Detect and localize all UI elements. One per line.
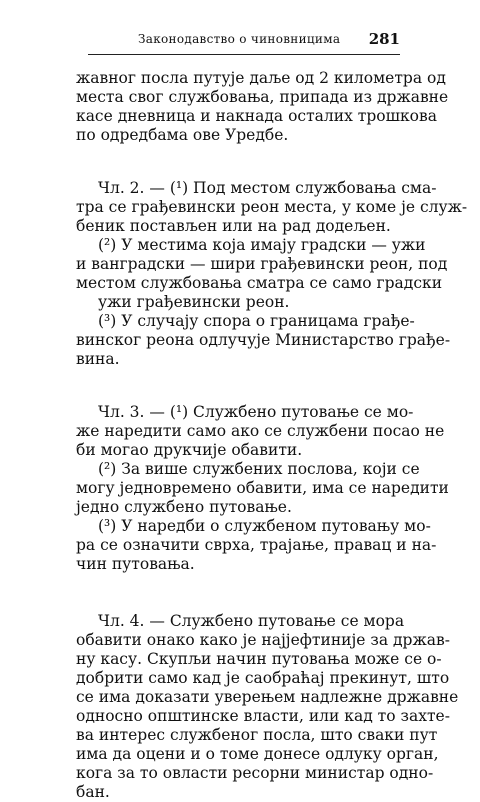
text-line: ва интерес службеног посла, што сваки пут	[76, 726, 438, 744]
paragraph-continuation	[76, 69, 449, 145]
page-content	[76, 69, 468, 802]
text-line: једно службено путовање.	[76, 498, 292, 516]
article-heading-line: Чл. 2. — (¹) Под местом службовања сма-	[98, 179, 437, 197]
text-line: же наредити само ако се службени посао не	[76, 422, 445, 440]
text-line: (²) У местима која имају градски — ужи	[98, 236, 426, 254]
running-header	[88, 30, 400, 55]
article-heading-line: Чл. 3. — (¹) Службено путовање се мо-	[98, 403, 414, 421]
text-line: односно општинске власти, или кад то захте-	[76, 707, 450, 725]
article-4	[76, 612, 459, 802]
text-line: ужи грађевински реон.	[98, 293, 290, 311]
text-line: кога за то овласти ресорни министар одно-	[76, 764, 434, 782]
page-number: 281	[368, 30, 400, 48]
text-line: и вангpадски — шири грађевински реон, под	[76, 255, 448, 273]
text-line: вина.	[76, 350, 120, 368]
text-line: се има доказати уверењем надлежне државне	[76, 688, 459, 706]
text-line: ну касу. Скупљи начин путовања може се о-	[76, 650, 442, 668]
text-line: по одредбама ове Уредбе.	[76, 126, 289, 144]
text-line: касе дневница и накнада осталих трошкова	[76, 107, 437, 125]
text-line: местом службовања сматра се само градски	[76, 274, 443, 292]
text-line: винског реона одлучује Министарство грађе-	[76, 331, 451, 349]
text-line: места свог службовања, припада из државне	[76, 88, 449, 106]
text-line: би могао друкчије обавити.	[76, 441, 303, 459]
text-line: тра се грађевински реон места, у коме је служ-	[76, 198, 468, 216]
text-line: ра се означити сврха, трајање, правац и на-	[76, 536, 437, 554]
text-line: (³) У случају спора о границама грађе-	[98, 312, 415, 330]
text-line: чин путовања.	[76, 555, 195, 573]
text-line: беник постављен или на рад додељен.	[76, 217, 391, 235]
text-line: (²) За више службених послова, који се	[98, 460, 420, 478]
text-line: добрити само кад је саобраћај прекинут, што	[76, 669, 450, 687]
text-line: има да оцени и о томе донесе одлуку орган,	[76, 745, 439, 763]
text-line: жавног посла путује даље од 2 километра од	[76, 69, 446, 87]
text-line: (³) У наредби о службеном путовању мо-	[98, 517, 431, 535]
article-2	[76, 179, 468, 369]
text-line: обавити онако како је најјефтиније за држав-	[76, 631, 450, 649]
running-title: Законодавство о чиновницима	[138, 32, 341, 46]
article-3	[76, 403, 449, 574]
article-heading-line: Чл. 4. — Службено путовање се мора	[98, 612, 405, 630]
text-line: бан.	[76, 783, 110, 801]
text-line: могу једновремено обавити, има се наредити	[76, 479, 449, 497]
